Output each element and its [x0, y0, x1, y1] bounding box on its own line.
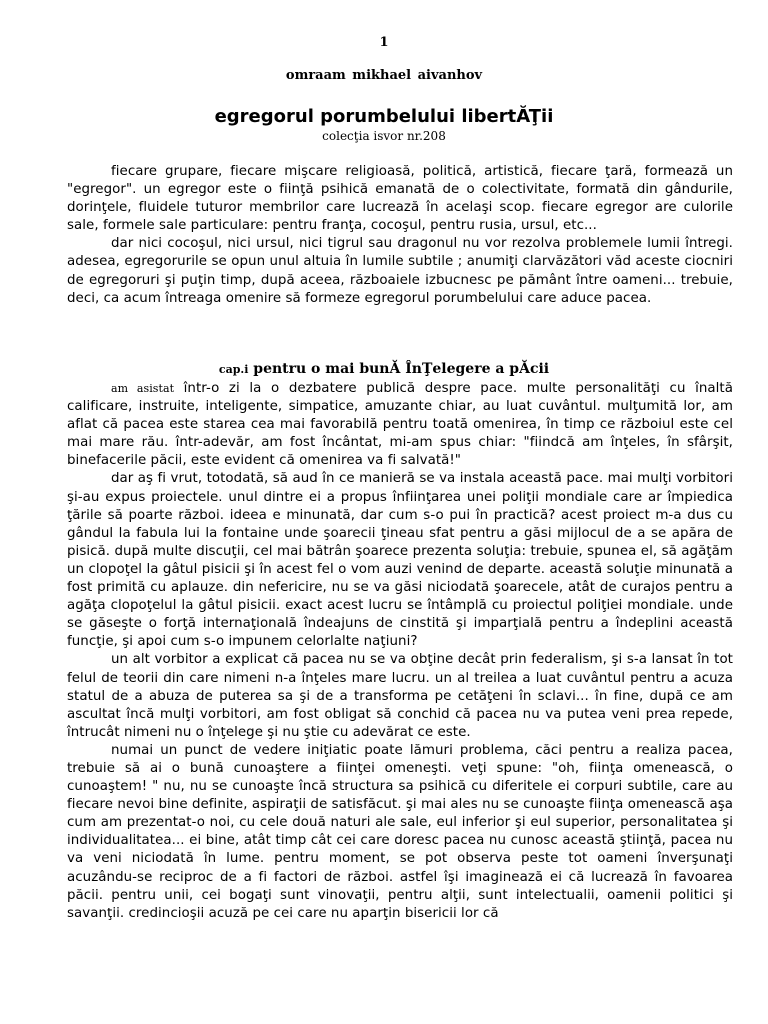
- page-number: 1: [379, 35, 389, 50]
- chapter-paragraph: numai un punct de vedere iniţiatic poate lămuri problema, căci pentru a realiza pacea, trebuie să ai o bună cunoaştere a fiinţei omeneşti. veţi spune: "oh, fiinţa omenească, o cunoaştem! " nu, nu se cunoaşte încă structura sa psihică cu diferitele ei corpuri subtile, care au fiecare nevoi bine definite, aspiraţii de satisfăcut. şi mai ales nu se cunoaşte fiinţa omenească aşa cum am prezentat-o noi, cu cele două naturi ale sale, eul inferior şi eul superior, personalitatea şi individualitatea... ei bine, atât timp cât cei care doresc pacea nu cunosc această ştiinţă, pacea nu va veni niciodată în lume. pentru moment, se pot observa peste tot oameni înverşunaţi acuzându-se reciproc de a fi factori de război. astfel îşi imaginează ei că lucrează în favoarea păcii. pentru unii, cei bogaţi sunt vinovaţii, pentru alţii, sunt intelectualii, oamenii politici şi savanţii. credincioşii acuză pe cei care nu aparţin bisericii lor că: [67, 742, 733, 921]
- author-name: omraam mikhael aivanhov: [285, 68, 483, 83]
- intro-section: [67, 163, 733, 308]
- intro-paragraph: fiecare grupare, fiecare mişcare religioasă, politică, artistică, fiecare ţară, formează un "egregor". un egregor este o fiinţă psihică emanată de o colectivitate, formată din gândurile, dorinţele, fluidele tuturor membrilor care lucrează în acelaşi scop. fiecare egregor are culorile sale, formele sale particulare: pentru franţa, cocoşul, pentru rusia, ursul, etc...: [67, 164, 733, 234]
- chapter-title: pentru o mai bunĂ ÎnŢelegere a pĂcii: [253, 361, 550, 377]
- chapter-paragraph: un alt vorbitor a explicat că pacea nu se va obţine decât prin federalism, şi s-a lansat în tot felul de teorii din care nimeni n-a înţeles mare lucru. un al treilea a luat cuvântul pentru a acuza statul de a abuza de puterea sa şi de a transforma pe cetăţeni în sclavi... în fine, după ce am ascultat încă mulţi vorbitori, am fost obligat să conchid că pacea nu va putea veni prea repede, întrucât nimeni nu o înţelege şi nu ştie cu adevărat ce este.: [67, 652, 733, 740]
- chapter-paragraph: [67, 380, 733, 470]
- chapter-heading: [0, 361, 768, 377]
- paragraph-text: într-o zi la o dezbatere publică despre pace. multe personalităţi cu înaltă calificare, instruite, inteligente, simpatice, amuzante chiar, au luat cuvântul. mulţumită lor, am aflat că pacea este starea cea mai favorabilă pentru toată omenirea, în timp ce războiul este cel mai mare rău. într-adevăr, am fost încântat, mi-am spus chiar: "fiindcă am înţeles, în sfârşit, binefacerile păcii, este evident că omenirea va fi salvată!": [67, 381, 733, 469]
- chapter-label: cap.i: [218, 363, 249, 376]
- chapter-paragraph: dar aş fi vrut, totodată, să aud în ce manieră se va instala această pace. mai mulţi vorbitori şi-au expus proiectele. unul dintre ei a propus înfiinţarea unei poliţii mondiale care ar împiedica ţările să poarte război. ideea e minunată, dar cum s-o pui în practică? acest proiect m-a dus cu gândul la fabula lui la fontaine unde şoarecii ţineau sfat pentru a găsi mijlocul de a se apăra de pisică. după multe discuţii, cel mai bătrân şoarece prezenta soluţia: trebuie, spunea el, să agăţăm un clopoţel la gâtul pisicii şi în acest fel o vom auzi venind de departe. această soluţie minunată a fost primită cu aplauze. din nefericire, nu se va găsi niciodată şoarecele, atât de curajos pentru a agăţa clopoţelul la gâtul pisicii. exact acest lucru se întâmplă cu proiectul poliţiei mondiale. unde se găseşte o forţă internaţională îndeajuns de cinstită şi imparţială pentru a îndeplini această funcţie, şi apoi cum s-o impunem celorlalte naţiuni?: [67, 471, 733, 650]
- intro-paragraph: dar nici cocoşul, nici ursul, nici tigrul sau dragonul nu vor rezolva problemele lumii întregi. adesea, egregorurile se opun unul altuia în lumile subtile ; anumiţi clarvăzători văd aceste ciocniri de egregoruri şi puţin timp, după aceea, războaiele izbucnesc pe pământ între oameni... trebuie, deci, ca acum întreaga omenire să formeze egregorul porumbelului care aduce pacea.: [67, 236, 733, 306]
- paragraph-lead-in: am asistat: [111, 382, 175, 395]
- collection-subtitle: colecţia isvor nr.208: [322, 129, 446, 143]
- chapter-body: [67, 380, 733, 923]
- document-title: egregorul porumbelului libertĂŢii: [214, 106, 554, 127]
